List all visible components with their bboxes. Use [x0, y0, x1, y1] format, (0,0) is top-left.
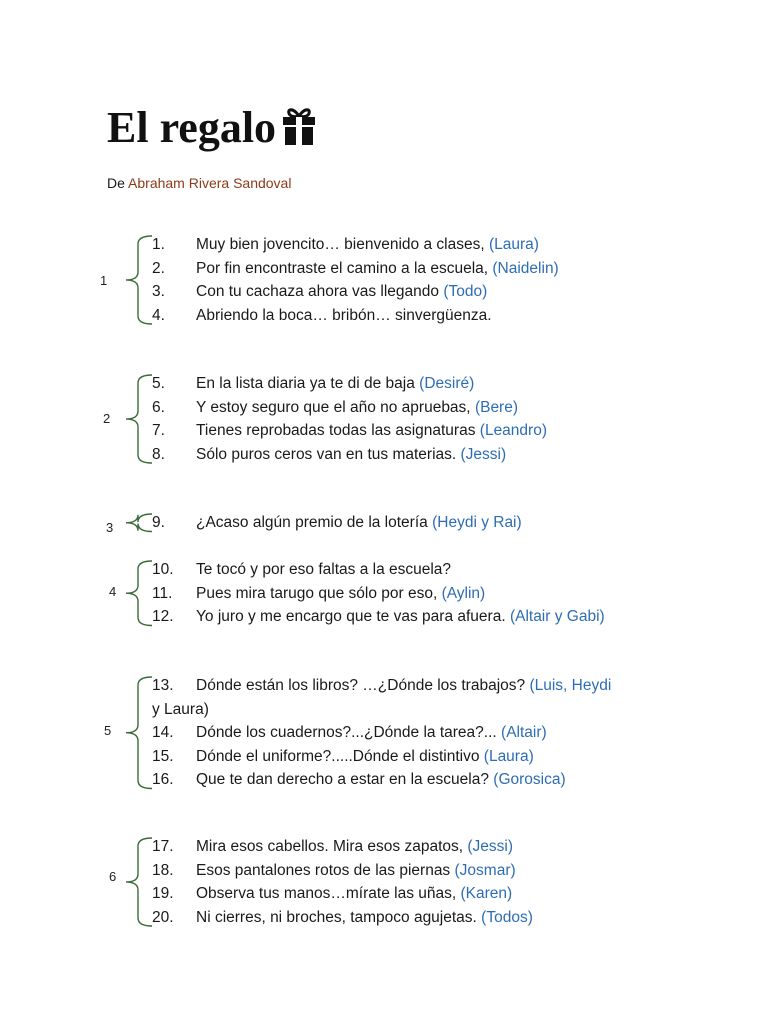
speaker-name: (Jessi) — [460, 445, 507, 463]
line-text: Dónde los cuadernos?...¿Dónde la tarea?... — [196, 724, 497, 741]
poem-line — [152, 882, 512, 905]
group-label: 6 — [109, 869, 117, 884]
line-text: Dónde el uniforme?.....Dónde el distintivo — [196, 747, 480, 765]
group-brace — [126, 677, 152, 789]
speaker-name: (Karen) — [460, 885, 513, 902]
poem-line — [152, 304, 492, 327]
poem-line — [152, 257, 559, 280]
line-number: 10. — [152, 561, 174, 578]
group-label: 4 — [109, 584, 117, 599]
line-number: 16. — [152, 771, 174, 788]
title-text: El regalo — [107, 103, 277, 152]
speaker-name: (Altair y Gabi) — [509, 608, 605, 625]
speaker-name: (Luis, Heydi — [529, 677, 612, 694]
group-brace — [126, 236, 152, 324]
speaker-name: (Todo) — [443, 283, 488, 300]
line-number: 3. — [152, 283, 165, 300]
line-text: Abriendo la boca… bribón… sinvergüenza. — [196, 306, 492, 324]
line-number: 20. — [152, 908, 174, 926]
speaker-name: (Bere) — [474, 398, 519, 416]
speaker-name: (Josmar) — [454, 861, 516, 879]
line-text: Dónde están los libros? …¿Dónde los trabajos? — [196, 677, 526, 694]
line-text: Que te dan derecho a estar en la escuela? — [196, 771, 489, 788]
poem-line — [152, 443, 506, 466]
line-text: Muy bien jovencito… bienvenido a clases, — [196, 236, 485, 253]
group-label: 3 — [106, 520, 114, 535]
speaker-name: (Todos) — [481, 908, 533, 926]
speaker-name: y Laura) — [152, 700, 209, 718]
line-number: 1. — [152, 236, 165, 253]
line-text: Esos pantalones rotos de las piernas — [196, 861, 451, 879]
line-number: 12. — [152, 608, 174, 625]
line-number: 4. — [152, 306, 165, 324]
poem-line — [152, 721, 547, 744]
line-text: Mira esos cabellos. Mira esos zapatos, — [196, 838, 464, 855]
speaker-name: (Desiré) — [419, 375, 475, 392]
line-text: Ni cierres, ni broches, tampoco agujetas. — [196, 908, 477, 926]
group-brace — [126, 375, 152, 463]
speaker-name: (Aylin) — [441, 584, 486, 602]
speaker-name: (Laura) — [488, 236, 539, 253]
line-number: 13. — [152, 677, 174, 694]
line-number: 5. — [152, 375, 165, 392]
line-text: Yo juro y me encargo que te vas para afuera. — [196, 608, 506, 625]
line-number: 17. — [152, 838, 174, 855]
line-text: Tienes reprobadas todas las asignaturas — [196, 422, 476, 439]
speaker-name: (Altair) — [501, 724, 547, 741]
group-brace — [126, 514, 152, 532]
line-number: 2. — [152, 259, 165, 277]
poem-line — [152, 558, 451, 581]
poem-line — [152, 233, 539, 256]
group-label: 1 — [100, 273, 108, 288]
poem-line — [152, 745, 534, 768]
poem-line — [152, 280, 487, 303]
poem-line — [152, 768, 566, 791]
speaker-name: (Gorosica) — [493, 771, 566, 788]
line-text: Por fin encontraste el camino a la escuela, — [196, 259, 489, 277]
line-number: 19. — [152, 885, 174, 902]
group-brace — [126, 561, 152, 626]
poem-line — [152, 372, 474, 395]
line-number: 8. — [152, 445, 165, 463]
line-number: 14. — [152, 724, 174, 741]
byline-prefix: De — [107, 175, 125, 191]
line-number: 9. — [152, 514, 165, 531]
group-label: 5 — [104, 723, 112, 738]
line-text: ¿Acaso algún premio de la lotería — [196, 514, 428, 531]
poem-line — [152, 859, 516, 882]
line-text: Te tocó y por eso faltas a la escuela? — [196, 561, 452, 578]
author-name: Abraham Rivera Sandoval — [128, 175, 292, 191]
speaker-name: (Heydi y Rai) — [432, 514, 522, 531]
group-brace — [126, 838, 152, 926]
line-text: Pues mira tarugo que sólo por eso, — [196, 584, 438, 602]
poem-line — [152, 906, 533, 929]
line-continuation — [152, 698, 209, 721]
line-number: 18. — [152, 861, 174, 879]
poem-line — [152, 674, 611, 697]
line-text: Observa tus manos…mírate las uñas, — [196, 885, 457, 902]
line-text: Sólo puros ceros van en tus materias. — [196, 445, 457, 463]
poem-line — [152, 835, 513, 858]
poem-line — [152, 511, 522, 534]
poem-line — [152, 605, 605, 628]
speaker-name: (Leandro) — [479, 422, 547, 439]
speaker-name: (Jessi) — [467, 838, 514, 855]
line-number: 11. — [152, 584, 173, 602]
poem-line — [152, 396, 518, 419]
line-number: 15. — [152, 747, 174, 765]
speaker-name: (Naidelin) — [492, 259, 559, 277]
line-text: Y estoy seguro que el año no apruebas, — [196, 398, 471, 416]
poem-line — [152, 582, 485, 605]
speaker-name: (Laura) — [483, 747, 534, 765]
line-number: 6. — [152, 398, 165, 416]
line-number: 7. — [152, 422, 165, 439]
poem-line — [152, 419, 547, 442]
line-text: En la lista diaria ya te di de baja — [196, 375, 415, 392]
line-text: Con tu cachaza ahora vas llegando — [196, 283, 439, 300]
group-label: 2 — [103, 411, 111, 426]
